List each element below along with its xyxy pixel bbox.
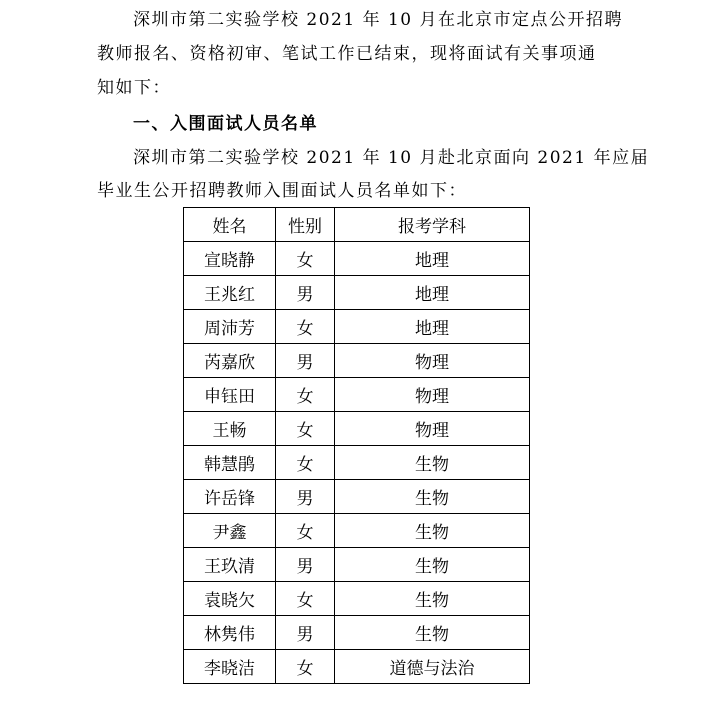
intro-line: 知如下：: [97, 78, 171, 98]
subject-cell: 物理: [335, 412, 530, 446]
table-row: [184, 582, 530, 616]
table-row: [184, 310, 530, 344]
header-subject: 报考学科: [335, 208, 530, 242]
name-cell: 芮嘉欣: [184, 344, 276, 378]
name-cell: 韩慧鹃: [184, 446, 276, 480]
table-row: [184, 412, 530, 446]
subject-cell: 生物: [335, 480, 530, 514]
subject-cell: 物理: [335, 378, 530, 412]
table-row: [184, 344, 530, 378]
header-name: 姓名: [184, 208, 276, 242]
table-row: [184, 276, 530, 310]
name-cell: 袁晓欠: [184, 582, 276, 616]
subject-cell: 地理: [335, 310, 530, 344]
table-row: [184, 446, 530, 480]
name-cell: 周沛芳: [184, 310, 276, 344]
table-row: [184, 548, 530, 582]
section-heading: 一、入围面试人员名单: [133, 114, 318, 134]
name-cell: 许岳锋: [184, 480, 276, 514]
subject-cell: 生物: [335, 616, 530, 650]
name-cell: 王兆红: [184, 276, 276, 310]
subject-cell: 生物: [335, 582, 530, 616]
gender-cell: 男: [276, 344, 335, 378]
subject-cell: 地理: [335, 276, 530, 310]
subject-cell: 道德与法治: [335, 650, 530, 684]
gender-cell: 男: [276, 548, 335, 582]
subject-cell: 生物: [335, 446, 530, 480]
name-cell: 王玖清: [184, 548, 276, 582]
intro-line: 教师报名、资格初审、笔试工作已结束，现将面试有关事项通: [97, 44, 597, 64]
gender-cell: 女: [276, 242, 335, 276]
section-line: 毕业生公开招聘教师入围面试人员名单如下：: [97, 181, 467, 201]
name-cell: 宣晓静: [184, 242, 276, 276]
name-cell: 尹鑫: [184, 514, 276, 548]
subject-cell: 物理: [335, 344, 530, 378]
subject-cell: 地理: [335, 242, 530, 276]
section-line: 深圳市第二实验学校 2021 年 10 月赴北京面向 2021 年应届: [133, 148, 650, 168]
table-row: [184, 616, 530, 650]
gender-cell: 女: [276, 514, 335, 548]
gender-cell: 女: [276, 310, 335, 344]
name-cell: 王畅: [184, 412, 276, 446]
table-row: [184, 480, 530, 514]
intro-line: 深圳市第二实验学校 2021 年 10 月在北京市定点公开招聘: [133, 10, 624, 30]
table-row: [184, 242, 530, 276]
table-row: [184, 650, 530, 684]
gender-cell: 女: [276, 378, 335, 412]
name-cell: 李晓洁: [184, 650, 276, 684]
name-cell: 申钰田: [184, 378, 276, 412]
gender-cell: 男: [276, 276, 335, 310]
table-row: [184, 514, 530, 548]
gender-cell: 男: [276, 616, 335, 650]
table-row: [184, 378, 530, 412]
gender-cell: 女: [276, 412, 335, 446]
header-gender: 性别: [276, 208, 335, 242]
gender-cell: 男: [276, 480, 335, 514]
gender-cell: 女: [276, 650, 335, 684]
table-header-row: [184, 208, 530, 242]
gender-cell: 女: [276, 582, 335, 616]
subject-cell: 生物: [335, 514, 530, 548]
subject-cell: 生物: [335, 548, 530, 582]
interview-candidates-table: [183, 207, 530, 684]
gender-cell: 女: [276, 446, 335, 480]
name-cell: 林隽伟: [184, 616, 276, 650]
